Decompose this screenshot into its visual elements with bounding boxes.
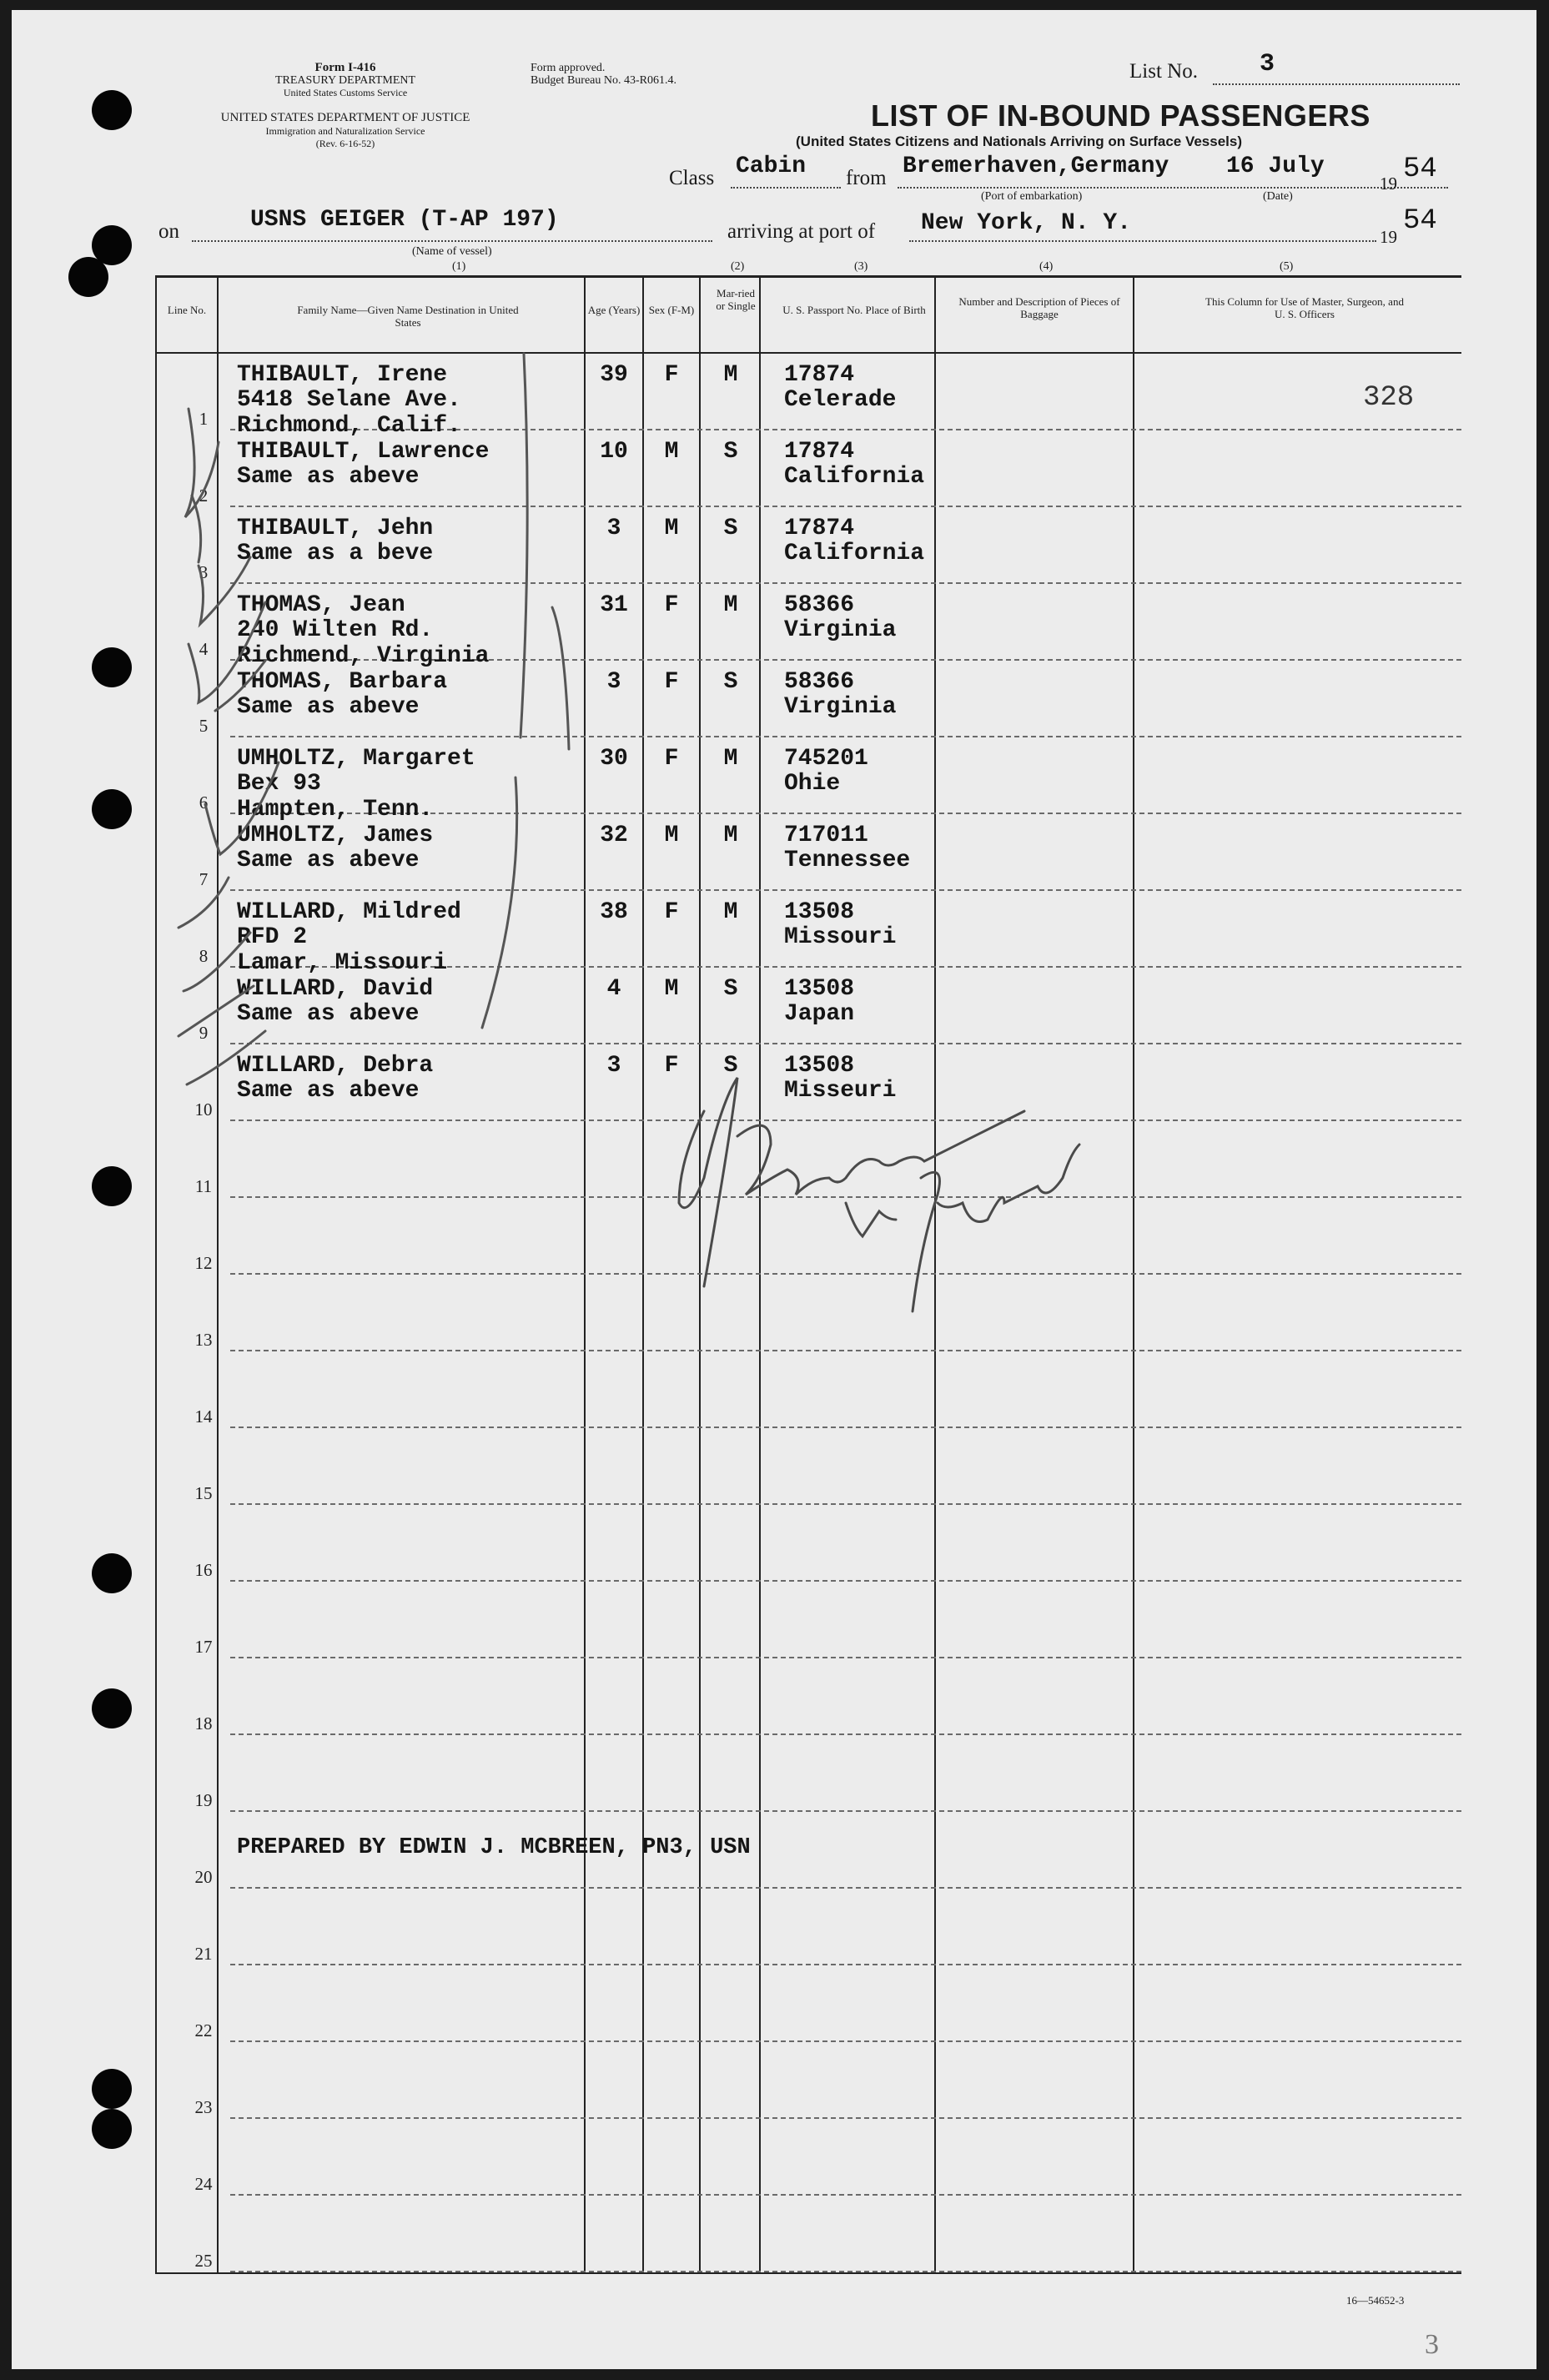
form-approved: Form approved. [531,62,606,74]
line-number: 22 [194,2020,213,2040]
line-number: 1 [199,409,209,429]
passenger-age: 32 [600,823,628,848]
place-of-birth: Virginia [784,694,897,720]
passport-number: 17874 [784,362,855,388]
arrival-year-prefix: 19 [1380,227,1397,247]
passport-number: 13508 [784,899,855,925]
line-number: 7 [199,869,209,889]
document-page [12,10,1536,2369]
date-value: 16 July [1226,153,1325,179]
header-baggage: Number and Description of Pieces of Baggage [958,295,1120,320]
passenger-sex: F [664,746,679,772]
passport-number: 13508 [784,1053,855,1079]
passenger-address-1: 240 Wilten Rd. [237,617,434,643]
line-number: 6 [199,792,209,813]
header-passport: U. S. Passport No. Place of Birth [782,304,926,316]
passenger-name: THIBAULT, Irene [237,362,448,388]
officer-note: 328 [1363,382,1415,414]
line-number: 13 [194,1330,213,1350]
passenger-sex: F [664,669,679,695]
col-number-2: (2) [731,260,745,273]
line-number: 3 [199,562,209,582]
passenger-name: THOMAS, Jean [237,592,405,618]
passenger-marital-status: M [723,592,738,618]
passenger-address-1: 5418 Selane Ave. [237,387,461,413]
document-subtitle: (United States Citizens and Nationals Arriving on Surface Vessels) [796,133,1243,149]
passenger-name: WILLARD, David [237,976,434,1002]
passenger-address-2: Lamar, Missouri [237,950,448,976]
passenger-name: THIBAULT, Lawrence [237,439,490,465]
header-name: Family Name—Given Name Destination in United States [297,304,519,329]
line-number: 5 [199,716,209,736]
passport-number: 58366 [784,592,855,618]
col-number-4: (4) [1039,260,1054,273]
passenger-address-1: Same as abeve [237,1001,420,1027]
revision-date: (Rev. 6-16-52) [315,138,375,149]
document-title: LIST OF IN-BOUND PASSENGERS [871,98,1370,133]
passport-number: 17874 [784,516,855,541]
passenger-marital-status: S [723,976,738,1002]
passenger-address-2: Richmend, Virginia [237,643,490,669]
passenger-marital-status: M [723,746,738,772]
line-number: 18 [194,1713,213,1733]
col-number-1: (1) [452,260,466,273]
arrival-port-value: New York, N. Y. [921,210,1132,236]
prepared-by: PREPARED BY EDWIN J. MCBREEN, PN3, USN [237,1835,751,1860]
line-number: 12 [194,1253,213,1273]
place-of-birth: Ohie [784,771,841,797]
passenger-address-1: Same as abeve [237,1078,420,1104]
treasury-dept: TREASURY DEPARTMENT [274,74,416,87]
place-of-birth: Tennessee [784,848,911,873]
line-number: 4 [199,639,209,659]
budget-bureau: Budget Bureau No. 43-R061.4. [531,74,676,87]
passenger-name: UMHOLTZ, Margaret [237,746,475,772]
class-label: Class [669,167,715,189]
place-of-birth: Celerade [784,387,897,413]
passenger-sex: F [664,1053,679,1079]
passport-number: 745201 [784,746,868,772]
passenger-name: THIBAULT, Jehn [237,516,434,541]
passenger-address-1: Same as a beve [237,541,434,566]
passenger-name: WILLARD, Mildred [237,899,461,925]
line-number: 25 [194,2251,213,2271]
passenger-age: 38 [600,899,628,925]
passenger-age: 4 [606,976,621,1002]
header-sex: Sex (F-M) [648,304,695,316]
passenger-sex: M [664,439,679,465]
passenger-address-1: RFD 2 [237,924,308,950]
passenger-name: WILLARD, Debra [237,1053,434,1079]
passenger-marital-status: M [723,362,738,388]
place-of-birth: Missouri [784,924,897,950]
header-officers: This Column for Use of Master, Surgeon, and U. S. Officers [1205,295,1404,320]
passenger-address-1: Bex 93 [237,771,321,797]
header-married: Mar-ried or Single [716,287,756,312]
corner-mark: 3 [1425,2329,1439,2360]
passenger-age: 39 [600,362,628,388]
passenger-sex: M [664,823,679,848]
passenger-age: 3 [606,669,621,695]
class-value: Cabin [736,153,807,179]
passenger-marital-status: S [723,669,738,695]
on-label: on [158,220,179,243]
port-embarkation-caption: (Port of embarkation) [981,190,1083,203]
passenger-address-1: Same as abeve [237,464,420,490]
place-of-birth: Virginia [784,617,897,643]
line-number: 15 [194,1483,213,1503]
passenger-marital-status: S [723,439,738,465]
passenger-name: UMHOLTZ, James [237,823,434,848]
passenger-sex: M [664,976,679,1002]
line-number: 20 [194,1867,213,1887]
passenger-address-1: Same as abeve [237,848,420,873]
passenger-sex: F [664,362,679,388]
passenger-address-2: Richmond, Calif. [237,413,461,439]
passenger-name: THOMAS, Barbara [237,669,448,695]
date-caption: (Date) [1263,190,1293,203]
place-of-birth: Japan [784,1001,855,1027]
line-number: 23 [194,2097,213,2117]
passenger-age: 31 [600,592,628,618]
ins-service: Immigration and Naturalization Service [265,125,425,137]
line-number: 14 [194,1406,213,1426]
check-marks [179,354,569,1084]
list-no-value: 3 [1260,50,1275,78]
passport-number: 13508 [784,976,855,1002]
passenger-marital-status: S [723,1053,738,1079]
passenger-age: 3 [606,1053,621,1079]
passenger-age: 10 [600,439,628,465]
vessel-caption: (Name of vessel) [412,245,492,258]
year-value: 54 [1403,153,1437,185]
line-number: 17 [194,1637,213,1657]
col-number-5: (5) [1280,260,1294,273]
line-number: 24 [194,2174,213,2194]
passport-number: 17874 [784,439,855,465]
arrival-year-value: 54 [1403,205,1437,237]
line-number: 8 [199,946,209,966]
passenger-address-2: Hampten, Tenn. [237,797,434,823]
place-of-birth: California [784,541,925,566]
customs-service: United States Customs Service [283,87,408,98]
line-number: 10 [194,1099,213,1120]
col-number-3: (3) [854,260,868,273]
footer-code: 16—54652-3 [1346,2294,1405,2307]
port-embarkation-value: Bremerhaven,Germany [903,153,1169,179]
passenger-marital-status: S [723,516,738,541]
passenger-sex: M [664,516,679,541]
passenger-address-1: Same as abeve [237,694,420,720]
passenger-sex: F [664,899,679,925]
from-label: from [846,167,887,189]
line-number: 9 [199,1023,209,1043]
passport-number: 58366 [784,669,855,695]
list-no-label: List No. [1129,60,1198,83]
line-number: 2 [199,486,209,506]
form-number: Form I-416 [314,61,376,74]
header-age: Age (Years) [587,304,641,316]
line-number: 19 [194,1790,213,1810]
vessel-value: USNS GEIGER (T-AP 197) [250,207,559,233]
signature [679,1078,1079,1311]
passenger-marital-status: M [723,823,738,848]
arriving-label: arriving at port of [727,220,876,243]
justice-dept: UNITED STATES DEPARTMENT OF JUSTICE [220,111,470,124]
handwriting-marks [12,10,1536,2369]
place-of-birth: California [784,464,925,490]
line-number: 21 [194,1944,213,1964]
passenger-age: 30 [600,746,628,772]
place-of-birth: Misseuri [784,1078,897,1104]
passenger-age: 3 [606,516,621,541]
passenger-marital-status: M [723,899,738,925]
header-line-no: Line No. [167,304,207,316]
line-number: 11 [194,1176,213,1196]
year-prefix: 19 [1380,174,1397,194]
line-number: 16 [194,1560,213,1580]
passport-number: 717011 [784,823,868,848]
passenger-sex: F [664,592,679,618]
